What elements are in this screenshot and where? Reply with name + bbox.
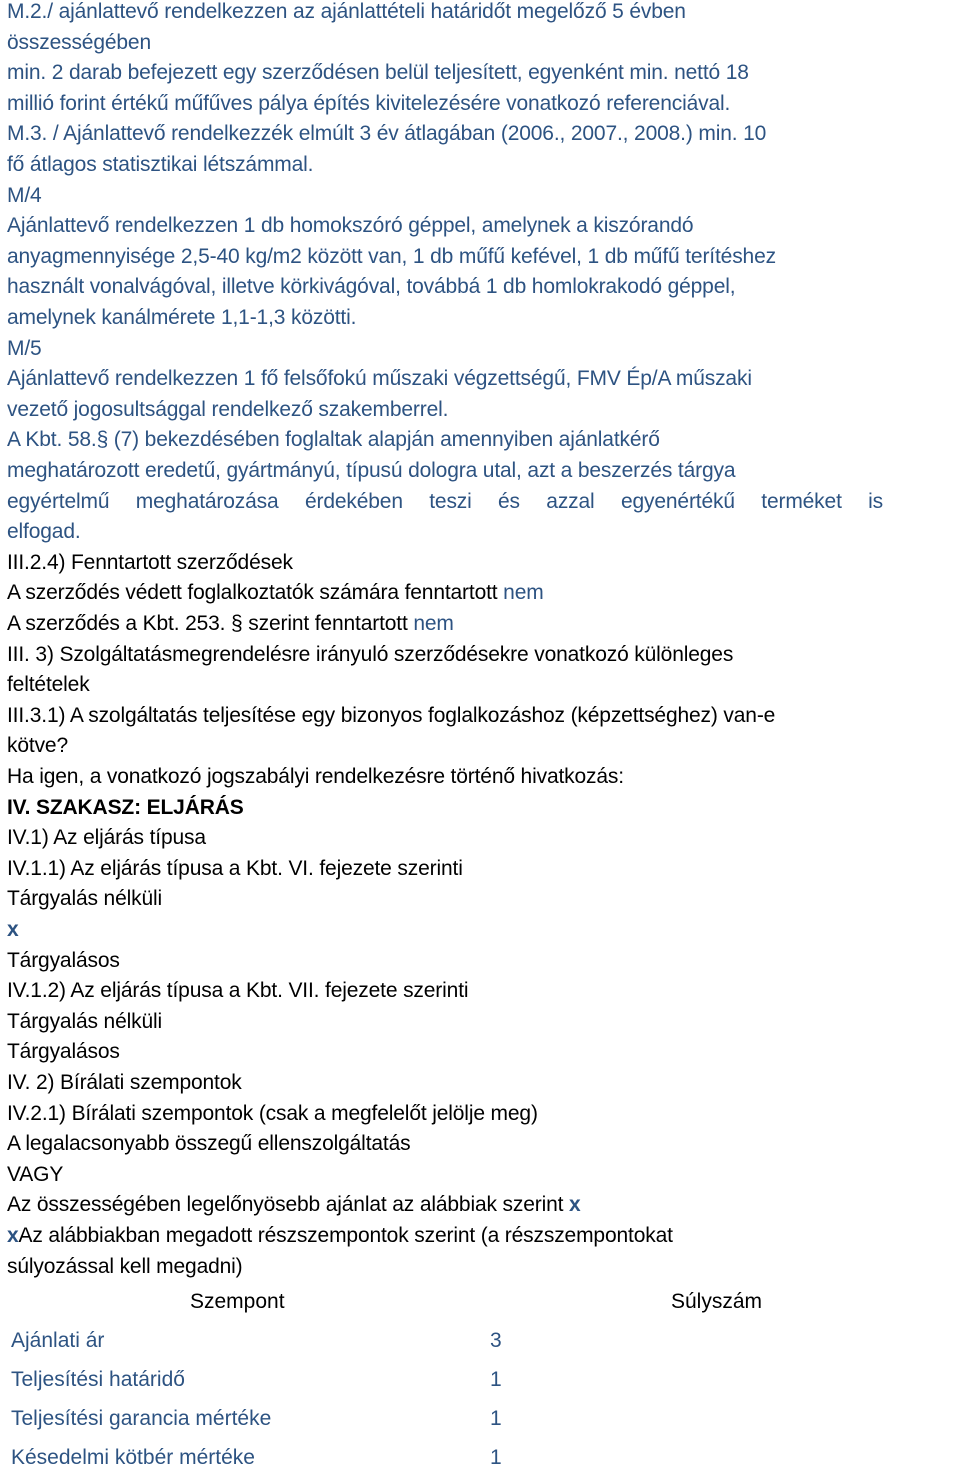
- line-text: min. 2 darab befejezett egy szerződésen belül teljesített, egyenként min. nettó 18: [7, 61, 749, 85]
- document-line: [7, 731, 68, 762]
- document-line: [7, 1252, 243, 1283]
- line-text: használt vonalvágóval, illetve körkivágóval, továbbá 1 db homlokrakodó géppel,: [7, 275, 736, 299]
- line-text: súlyozással kell megadni): [7, 1254, 243, 1278]
- line-segment: nem: [503, 581, 544, 605]
- line-text: M/4: [7, 183, 42, 207]
- line-text: millió forint értékű műfűves pálya építés kivitelezésére vonatkozó referenciával.: [7, 91, 731, 115]
- document-line: [7, 609, 454, 640]
- document-line: [7, 578, 544, 609]
- document-line: [7, 272, 735, 303]
- document-line: [7, 364, 752, 395]
- line-text: feltételek: [7, 673, 90, 697]
- criterion-cell: Teljesítési garancia mértéke: [11, 1407, 272, 1430]
- document-line: [7, 456, 735, 487]
- document-line: [7, 242, 776, 273]
- line-text: M.3. / Ajánlattevő rendelkezzék elmúlt 3 év átlagában (2006., 2007., 2008.) min. 10: [7, 122, 767, 146]
- document-line: [7, 823, 206, 854]
- line-segment: A szerződés védett foglalkoztatók számára fenntartott: [7, 581, 504, 605]
- document-line: [7, 425, 660, 456]
- line-text: vezető jogosultsággal rendelkező szakemberrel.: [7, 397, 449, 421]
- line-text: III.3.1) A szolgáltatás teljesítése egy bizonyos foglalkozáshoz (képzettséghez) van-e: [7, 703, 776, 727]
- document-line: [7, 1221, 673, 1252]
- document-line: [7, 58, 749, 89]
- line-segment: Az összességében legelőnyösebb ajánlat az alábbiak szerint: [7, 1193, 570, 1217]
- document-line: [7, 1160, 63, 1191]
- line-text: III.2.4) Fenntartott szerződések: [7, 550, 293, 574]
- document-line: [7, 915, 19, 946]
- line-text: IV. SZAKASZ: ELJÁRÁS: [7, 795, 244, 819]
- document-line: [7, 334, 42, 365]
- line-text: IV.2.1) Bírálati szempontok (csak a megfelelőt jelölje meg): [7, 1101, 538, 1125]
- document-line: [7, 548, 293, 579]
- line-segment: Az alábbiakban megadott részszempontok szerint (a részszempontokat: [18, 1224, 673, 1247]
- line-text: anyagmennyisége 2,5-40 kg/m2 között van, 1 db műfű kefével, 1 db műfű terítéshez: [7, 244, 776, 268]
- document-line: [7, 211, 693, 242]
- criterion-cell: Késedelmi kötbér mértéke: [11, 1446, 255, 1469]
- document-line: [7, 976, 468, 1007]
- document-line: [7, 946, 120, 977]
- document-line: [7, 1129, 410, 1160]
- line-text: M/5: [7, 336, 42, 360]
- line-text: Tárgyalásos: [7, 948, 120, 972]
- line-text: IV. 2) Bírálati szempontok: [7, 1071, 242, 1094]
- document-line: [7, 0, 686, 28]
- line-text: elfogad.: [7, 520, 81, 544]
- line-segment: A szerződés a Kbt. 253. § szerint fenntartott: [7, 612, 414, 635]
- line-text: VAGY: [7, 1162, 64, 1186]
- document-line: [7, 1068, 242, 1099]
- document-line: [7, 1190, 581, 1221]
- criterion-cell: Teljesítési határidő: [11, 1368, 185, 1391]
- document-line: [7, 517, 81, 548]
- line-text: A Kbt. 58.§ (7) bekezdésében foglaltak alapján amennyiben ajánlatkérő: [7, 428, 660, 452]
- line-text: összességében: [7, 30, 151, 54]
- weight-header: Súlyszám: [671, 1290, 763, 1313]
- document-line: [7, 89, 730, 120]
- document-line: [7, 884, 162, 915]
- document-line: [7, 1099, 538, 1130]
- line-text: IV.1.2) Az eljárás típusa a Kbt. VII. fejezete szerinti: [7, 979, 469, 1003]
- document-line: [7, 181, 42, 212]
- line-text: amelynek kanálmérete 1,1-1,3 közötti.: [7, 306, 357, 329]
- document-line: [7, 1007, 162, 1038]
- document-line: [7, 28, 151, 59]
- document-line: [7, 395, 448, 426]
- line-text: Tárgyalás nélküli: [7, 1009, 163, 1033]
- document-line: [7, 762, 624, 793]
- document-line: [7, 670, 90, 701]
- line-segment: nem: [413, 612, 454, 635]
- line-text: egyértelmű meghatározása érdekében teszi és azzal egyenértékű terméket is: [7, 489, 883, 513]
- document-line: [7, 303, 356, 334]
- document-line: [7, 640, 733, 671]
- line-text: fő átlagos statisztikai létszámmal.: [7, 153, 314, 176]
- document-line: [7, 150, 313, 181]
- line-text: Ha igen, a vonatkozó jogszabályi rendelkezésre történő hivatkozás:: [7, 765, 624, 788]
- line-text: Tárgyalás nélküli: [7, 887, 163, 911]
- line-text: III. 3) Szolgáltatásmegrendelésre irányuló szerződésekre vonatkozó különleges: [7, 642, 734, 666]
- weight-cell: 1: [490, 1446, 502, 1469]
- document-line: [7, 793, 244, 824]
- criterion-cell: Ajánlati ár: [11, 1329, 105, 1352]
- line-text: M.2./ ajánlattevő rendelkezzen az ajánlattételi határidőt megelőző 5 évben: [7, 0, 686, 23]
- document-line: [7, 854, 463, 885]
- line-text: kötve?: [7, 734, 68, 758]
- document-line: [7, 119, 766, 150]
- criteria-header: Szempont: [190, 1290, 285, 1313]
- line-text: IV.1.1) Az eljárás típusa a Kbt. VI. fejezete szerinti: [7, 856, 463, 880]
- document-line: [7, 487, 883, 518]
- weight-cell: 1: [490, 1368, 502, 1391]
- line-segment: x: [7, 1224, 19, 1247]
- document-line: [7, 701, 775, 732]
- line-text: A legalacsonyabb összegű ellenszolgáltatás: [7, 1132, 411, 1156]
- line-text: Ajánlattevő rendelkezzen 1 db homokszóró géppel, amelynek a kiszórandó: [7, 214, 694, 238]
- line-segment: x: [569, 1193, 581, 1217]
- document-line: [7, 1037, 120, 1068]
- line-text: x: [7, 918, 19, 941]
- line-text: IV.1) Az eljárás típusa: [7, 826, 206, 850]
- line-text: meghatározott eredetű, gyártmányú, típusú dologra utal, azt a beszerzés tárgya: [7, 459, 736, 482]
- line-text: Ajánlattevő rendelkezzen 1 fő felsőfokú műszaki végzettségű, FMV Ép/A műszaki: [7, 367, 752, 391]
- weight-cell: 1: [490, 1407, 502, 1430]
- line-text: Tárgyalásos: [7, 1040, 120, 1064]
- weight-cell: 3: [490, 1329, 502, 1352]
